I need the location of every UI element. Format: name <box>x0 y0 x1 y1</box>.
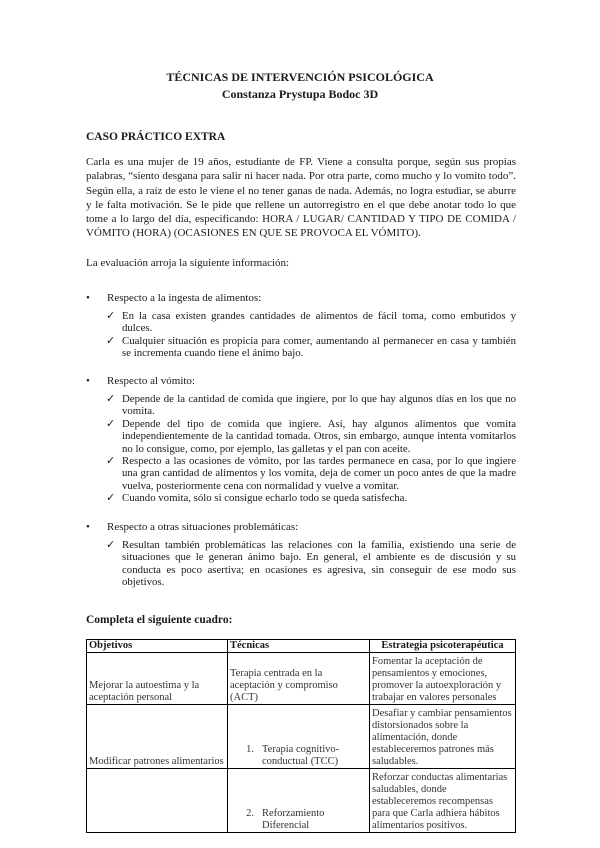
list-item-text: Depende del tipo de comida que ingiere. Así, hay algunos alimentos que vomita independientemente de la cantidad tomada. Otros, sin embargo, aunque intenta vomitarlos no lo consigue, como, por ejemplo, las galletas y el pan con aceite. <box>122 417 516 455</box>
technique-number: 1. <box>246 744 254 755</box>
list-item <box>106 335 516 360</box>
column-header-strategy: Estrategia psicoterapéutica <box>370 640 516 653</box>
check-list <box>106 393 516 505</box>
table-row <box>87 653 516 705</box>
table-row <box>87 769 516 833</box>
check-list <box>106 310 516 360</box>
table-heading: Completa el siguiente cuadro: <box>86 614 233 626</box>
list-item <box>106 539 516 589</box>
list-item-text: Depende de la cantidad de comida que ingiere, por lo que hay algunos días en los que no vomita. <box>122 393 516 418</box>
bullet-label: Respecto a la ingesta de alimentos: <box>107 292 262 304</box>
objective-cell: Modificar patrones alimentarios <box>87 705 228 769</box>
table-header-row <box>87 640 516 653</box>
bullet-label: Respecto a otras situaciones problemáticas: <box>107 521 299 533</box>
bullet-icon: • <box>86 375 90 387</box>
checkmark-icon: ✓ <box>106 455 116 468</box>
list-item <box>106 393 516 418</box>
technique-text: Terapia cognitivo-conductual (TCC) <box>262 744 340 767</box>
bullet-icon: • <box>86 292 90 304</box>
objective-cell: Mejorar la autoestima y la aceptación personal <box>87 653 228 705</box>
list-item-text: En la casa existen grandes cantidades de alimentos de fácil toma, como embutidos y dulces. <box>122 310 516 335</box>
technique-cell <box>228 705 370 769</box>
checkmark-icon: ✓ <box>106 393 116 405</box>
checkmark-icon: ✓ <box>106 417 116 430</box>
checkmark-icon: ✓ <box>106 539 116 551</box>
technique-cell: Terapia centrada en la aceptación y compromiso (ACT) <box>228 653 370 705</box>
list-item-text: Cualquier situación es propicia para comer, aumentando al permanecer en casa y también se incrementa cuando tiene el ánimo bajo. <box>122 334 516 360</box>
bullet-item <box>86 521 298 533</box>
checkmark-icon: ✓ <box>106 492 116 505</box>
objective-cell <box>87 769 228 833</box>
document-title: TÉCNICAS DE INTERVENCIÓN PSICOLÓGICA <box>166 70 434 84</box>
table-row <box>87 705 516 769</box>
document-author: Constanza Prystupa Bodoc 3D <box>221 87 379 101</box>
strategy-cell: Reforzar conductas alimentarias saludables, donde estableceremos recompensas para que Carla adhiera hábitos alimentarios positivos. <box>370 769 516 833</box>
technique-cell <box>228 769 370 833</box>
column-header-objectives: Objetivos <box>87 640 228 653</box>
strategy-table <box>86 639 516 833</box>
list-item-text: Respecto a las ocasiones de vómito, por las tardes permanece en casa, por lo que ingiere una gran cantidad de alimentos y los vomita, deja de comer un poco antes de que la madre vuelva, posteriormente cena con normalidad y vuelve a vomitar. <box>122 455 516 492</box>
strategy-cell: Desafiar y cambiar pensamientos distorsionados sobre la alimentación, donde estableceremos patrones más saludables. <box>370 705 516 769</box>
bullet-icon: • <box>86 521 90 533</box>
case-heading: CASO PRÁCTICO EXTRA <box>86 131 226 143</box>
checkmark-icon: ✓ <box>106 310 116 322</box>
list-item <box>106 418 516 455</box>
technique-number: 2. <box>246 808 254 819</box>
case-intro-paragraph: Carla es una mujer de 19 años, estudiante de FP. Viene a consulta porque, según sus propias palabras, “siento desgana para salir ni hacer nada. Por otra parte, como mucho y lo vomito todo”. Según ella, a raíz de esto le viene el no tener ganas de nada. Además, no logra estudiar, se aburre y le falta motivación. Se le pide que rellene un autorregistro en el que debe anotar todo lo que tome a lo largo del día, especificando: HORA / LUGAR/ CANTIDAD Y TIPO DE COMIDA / VÓMITO (HORA) (OCASIONES EN QUE SE PROVOCA EL VÓMITO). <box>86 156 516 240</box>
evaluation-paragraph: La evaluación arroja la siguiente información: <box>86 257 290 269</box>
bullet-item <box>86 292 261 304</box>
technique-text: Reforzamiento Diferencial <box>262 808 325 831</box>
bullet-label: Respecto al vómito: <box>107 375 195 387</box>
bullet-item <box>86 375 195 387</box>
list-item-text: Cuando vomita, sólo si consigue echarlo todo se queda satisfecha. <box>122 492 408 505</box>
list-item-text: Resultan también problemáticas las relaciones con la familia, existiendo una serie de situaciones que le generan ánimo bajo. En general, el ambiente es de discusión y su conducta es poco asertiva; en ocasiones es agresiva, sin conseguir de ese modo sus objetivos. <box>122 539 516 589</box>
column-header-techniques: Técnicas <box>228 640 370 653</box>
list-item <box>106 310 516 335</box>
list-item <box>106 492 516 504</box>
list-item <box>106 455 516 492</box>
check-list <box>106 539 516 589</box>
strategy-cell: Fomentar la aceptación de pensamientos y emociones, promover la autoexploración y trabajar en valores personales <box>370 653 516 705</box>
checkmark-icon: ✓ <box>106 334 116 347</box>
